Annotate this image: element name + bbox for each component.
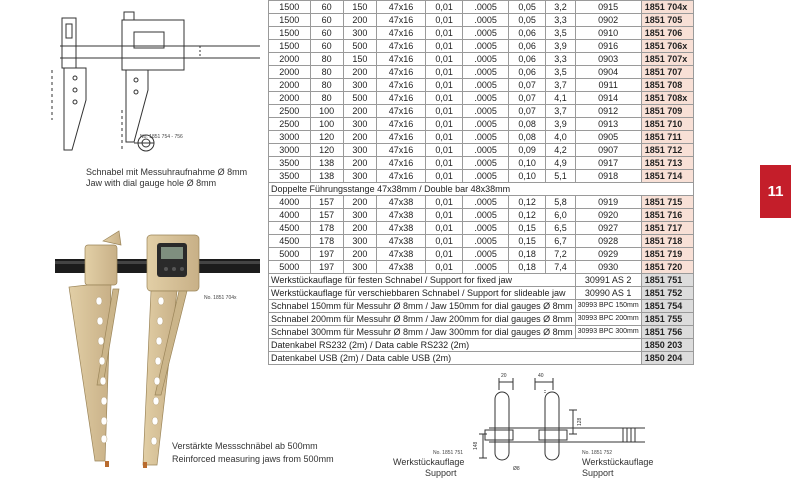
article-number: 1851 705 <box>641 14 693 27</box>
accessory-description: Schnabel 200mm für Messuhr Ø 8mm / Jaw 200mm for dial gauges Ø 8mm <box>269 313 576 326</box>
table-cell: 47x38 <box>376 196 425 209</box>
article-number: 1851 713 <box>641 157 693 170</box>
table-cell: .0005 <box>463 118 509 131</box>
table-cell: .0005 <box>463 53 509 66</box>
table-cell: 0,01 <box>425 248 462 261</box>
table-cell: 0,05 <box>508 1 545 14</box>
support-752-label-en: Support <box>582 468 614 478</box>
table-cell: 100 <box>310 105 343 118</box>
table-row <box>269 1 694 14</box>
table-cell: 0,18 <box>508 248 545 261</box>
article-number: 1851 717 <box>641 222 693 235</box>
table-cell: 200 <box>343 222 376 235</box>
table-cell: 3500 <box>269 170 311 183</box>
table-row <box>269 40 694 53</box>
table-cell: 0,01 <box>425 66 462 79</box>
accessory-description: Schnabel 150mm für Messuhr Ø 8mm / Jaw 150mm for dial gauges Ø 8mm <box>269 300 576 313</box>
table-cell: 0,18 <box>508 261 545 274</box>
table-cell: 0927 <box>575 222 641 235</box>
table-cell: 0,01 <box>425 222 462 235</box>
table-cell: 197 <box>310 248 343 261</box>
table-row <box>269 92 694 105</box>
table-cell: 0,01 <box>425 157 462 170</box>
table-cell: 0910 <box>575 27 641 40</box>
article-number: 1851 716 <box>641 209 693 222</box>
accessory-row <box>269 313 694 326</box>
table-cell: 3500 <box>269 157 311 170</box>
table-cell: 100 <box>310 118 343 131</box>
article-number: 1851 709 <box>641 105 693 118</box>
dim-148: 148 <box>473 441 479 450</box>
table-row <box>269 170 694 183</box>
table-cell: 2000 <box>269 53 311 66</box>
table-cell: 178 <box>310 222 343 235</box>
article-number: 1850 203 <box>641 339 693 352</box>
table-cell: 300 <box>343 27 376 40</box>
table-cell: 47x16 <box>376 144 425 157</box>
dim-dia8: Ø8 <box>513 466 520 472</box>
table-cell: 157 <box>310 209 343 222</box>
dim-20: 20 <box>501 373 507 379</box>
table-row <box>269 196 694 209</box>
table-cell: 60 <box>310 27 343 40</box>
table-body-single-bar <box>269 1 694 183</box>
table-cell: 0905 <box>575 131 641 144</box>
table-cell: 0917 <box>575 157 641 170</box>
table-cell: 150 <box>343 1 376 14</box>
table-cell: 0914 <box>575 92 641 105</box>
table-cell: 0902 <box>575 14 641 27</box>
top-drawing-number: No. 1851 754 - 756 <box>140 134 183 140</box>
table-cell: 0,15 <box>508 222 545 235</box>
article-number: 1851 708 <box>641 79 693 92</box>
accessory-code: 30991 AS 2 <box>575 274 641 287</box>
article-number: 1851 751 <box>641 274 693 287</box>
article-number: 1850 204 <box>641 352 693 365</box>
table-cell: 0,01 <box>425 1 462 14</box>
article-number: 1851 710 <box>641 118 693 131</box>
table-cell: .0005 <box>463 27 509 40</box>
table-cell: 197 <box>310 261 343 274</box>
support-751-number: No. 1851 751 <box>433 450 464 456</box>
table-row <box>269 105 694 118</box>
table-cell: 3,5 <box>546 66 575 79</box>
table-cell: 2500 <box>269 105 311 118</box>
table-row <box>269 79 694 92</box>
bottom-caption-en: Reinforced measuring jaws from 500mm <box>172 454 334 464</box>
table-cell: 200 <box>343 157 376 170</box>
cable-row <box>269 339 694 352</box>
table-cell: 0928 <box>575 235 641 248</box>
table-cell: 3,7 <box>546 105 575 118</box>
table-cell: .0005 <box>463 105 509 118</box>
table-cell: 300 <box>343 118 376 131</box>
table-row <box>269 157 694 170</box>
accessory-code: 30993 BPC 150mm <box>575 300 641 313</box>
table-cell: 3,9 <box>546 118 575 131</box>
table-cell: 4,9 <box>546 157 575 170</box>
table-cell: 1500 <box>269 27 311 40</box>
table-cell: 150 <box>343 53 376 66</box>
table-body-cables <box>269 339 694 365</box>
support-751-label-de: Werkstückauflage <box>393 457 465 467</box>
table-cell: 3000 <box>269 131 311 144</box>
table-cell: 300 <box>343 170 376 183</box>
table-cell: 0,05 <box>508 14 545 27</box>
table-cell: 300 <box>343 235 376 248</box>
table-cell: 3,5 <box>546 27 575 40</box>
table-cell: 2000 <box>269 66 311 79</box>
table-row <box>269 53 694 66</box>
table-cell: 300 <box>343 79 376 92</box>
table-cell: 0,06 <box>508 27 545 40</box>
table-cell: .0005 <box>463 144 509 157</box>
table-cell: 47x16 <box>376 79 425 92</box>
table-body-double-bar-header <box>269 183 694 196</box>
article-number: 1851 714 <box>641 170 693 183</box>
table-cell: 0903 <box>575 53 641 66</box>
top-caption-en: Jaw with dial gauge hole Ø 8mm <box>86 178 217 188</box>
table-cell: 4500 <box>269 235 311 248</box>
table-cell: 0,01 <box>425 14 462 27</box>
table-cell: 0911 <box>575 79 641 92</box>
article-number: 1851 752 <box>641 287 693 300</box>
table-cell: .0005 <box>463 235 509 248</box>
table-cell: 0,01 <box>425 209 462 222</box>
table-cell: 157 <box>310 196 343 209</box>
table-cell: 4,1 <box>546 92 575 105</box>
table-row <box>269 131 694 144</box>
table-cell: 47x16 <box>376 27 425 40</box>
table-cell: 47x16 <box>376 170 425 183</box>
table-cell: 3,7 <box>546 79 575 92</box>
table-cell: 6,5 <box>546 222 575 235</box>
table-cell: 0913 <box>575 118 641 131</box>
table-row <box>269 27 694 40</box>
table-cell: 80 <box>310 92 343 105</box>
table-cell: 0,10 <box>508 157 545 170</box>
article-number: 1851 754 <box>641 300 693 313</box>
table-cell: 80 <box>310 53 343 66</box>
table-cell: 0918 <box>575 170 641 183</box>
table-cell: 3,9 <box>546 40 575 53</box>
table-cell: 4000 <box>269 196 311 209</box>
table-cell: 138 <box>310 170 343 183</box>
accessory-description: Werkstückauflage für verschiebbaren Schnabel / Support for slideable jaw <box>269 287 576 300</box>
table-cell: 4,2 <box>546 144 575 157</box>
table-cell: 47x16 <box>376 157 425 170</box>
table-cell: 0,01 <box>425 144 462 157</box>
table-cell: 4,0 <box>546 131 575 144</box>
table-cell: 0,01 <box>425 118 462 131</box>
table-row <box>269 222 694 235</box>
table-cell: 300 <box>343 144 376 157</box>
table-cell: 0915 <box>575 1 641 14</box>
article-number: 1851 707 <box>641 66 693 79</box>
table-cell: 0,01 <box>425 196 462 209</box>
table-cell: .0005 <box>463 209 509 222</box>
table-cell: 0,06 <box>508 66 545 79</box>
table-cell: 0912 <box>575 105 641 118</box>
article-number: 1851 720 <box>641 261 693 274</box>
accessory-row <box>269 287 694 300</box>
table-row <box>269 261 694 274</box>
table-cell: .0005 <box>463 170 509 183</box>
table-cell: 0,15 <box>508 235 545 248</box>
table-cell: 200 <box>343 14 376 27</box>
table-cell: 178 <box>310 235 343 248</box>
table-cell: 0,01 <box>425 235 462 248</box>
table-cell: 0,01 <box>425 27 462 40</box>
article-number: 1851 715 <box>641 196 693 209</box>
table-cell: 6,0 <box>546 209 575 222</box>
table-body-double-bar <box>269 196 694 274</box>
chapter-tab: 11 <box>760 165 791 218</box>
table-cell: 47x16 <box>376 53 425 66</box>
article-number: 1851 719 <box>641 248 693 261</box>
table-cell: 5,8 <box>546 196 575 209</box>
table-cell: .0005 <box>463 79 509 92</box>
table-row <box>269 144 694 157</box>
table-cell: 0930 <box>575 261 641 274</box>
article-number: 1851 712 <box>641 144 693 157</box>
article-number: 1851 708x <box>641 92 693 105</box>
table-row <box>269 66 694 79</box>
table-row <box>269 14 694 27</box>
table-cell: 0,01 <box>425 261 462 274</box>
table-cell: 0,09 <box>508 144 545 157</box>
table-cell: 0,06 <box>508 53 545 66</box>
accessory-row <box>269 326 694 339</box>
table-cell: 500 <box>343 40 376 53</box>
table-row <box>269 235 694 248</box>
caliper-photo <box>55 225 260 475</box>
table-cell: 500 <box>343 92 376 105</box>
table-cell: 7,2 <box>546 248 575 261</box>
table-cell: 0,01 <box>425 105 462 118</box>
table-body-accessories <box>269 274 694 339</box>
table-cell: 0916 <box>575 40 641 53</box>
support-751-label-en: Support <box>425 468 457 478</box>
table-cell: 47x38 <box>376 209 425 222</box>
table-cell: 120 <box>310 144 343 157</box>
table-cell: 0,08 <box>508 118 545 131</box>
article-number: 1851 756 <box>641 326 693 339</box>
table-cell: 0,07 <box>508 105 545 118</box>
table-cell: 2000 <box>269 92 311 105</box>
table-cell: 3,3 <box>546 14 575 27</box>
table-row <box>269 209 694 222</box>
table-cell: 0904 <box>575 66 641 79</box>
table-cell: 7,4 <box>546 261 575 274</box>
table-cell: .0005 <box>463 131 509 144</box>
bottom-caption-de: Verstärkte Messschnäbel ab 500mm <box>172 441 318 451</box>
table-cell: 47x16 <box>376 118 425 131</box>
table-cell: 80 <box>310 79 343 92</box>
cable-description: Datenkabel USB (2m) / Data cable USB (2m) <box>269 352 642 365</box>
accessory-row <box>269 300 694 313</box>
table-cell: 200 <box>343 196 376 209</box>
table-cell: 0,10 <box>508 170 545 183</box>
table-cell: .0005 <box>463 222 509 235</box>
table-cell: 1500 <box>269 1 311 14</box>
table-cell: .0005 <box>463 1 509 14</box>
table-cell: 80 <box>310 66 343 79</box>
table-cell: 4000 <box>269 209 311 222</box>
table-cell: 200 <box>343 66 376 79</box>
top-caption-de: Schnabel mit Messuhraufnahme Ø 8mm <box>86 167 248 177</box>
table-cell: 3000 <box>269 144 311 157</box>
table-cell: 0907 <box>575 144 641 157</box>
accessory-row <box>269 274 694 287</box>
table-cell: 0920 <box>575 209 641 222</box>
table-cell: 0,01 <box>425 79 462 92</box>
table-cell: 1500 <box>269 14 311 27</box>
table-cell: .0005 <box>463 92 509 105</box>
table-cell: 5000 <box>269 248 311 261</box>
table-cell: 200 <box>343 131 376 144</box>
spec-table <box>268 0 694 365</box>
table-cell: 5000 <box>269 261 311 274</box>
photo-product-number: No. 1851 704x <box>204 295 237 301</box>
table-cell: 0,07 <box>508 92 545 105</box>
table-cell: .0005 <box>463 248 509 261</box>
table-cell: 47x38 <box>376 222 425 235</box>
table-cell: 0,12 <box>508 196 545 209</box>
table-cell: .0005 <box>463 66 509 79</box>
article-number: 1851 755 <box>641 313 693 326</box>
table-cell: 3,2 <box>546 1 575 14</box>
accessory-description: Schnabel 300mm für Messuhr Ø 8mm / Jaw 300mm for dial gauges Ø 8mm <box>269 326 576 339</box>
table-cell: 0919 <box>575 196 641 209</box>
table-cell: 47x16 <box>376 14 425 27</box>
table-cell: 120 <box>310 131 343 144</box>
cable-row <box>269 352 694 365</box>
article-number: 1851 704x <box>641 1 693 14</box>
table-cell: 47x16 <box>376 1 425 14</box>
support-752-label-de: Werkstückauflage <box>582 457 654 467</box>
cable-description: Datenkabel RS232 (2m) / Data cable RS232 (2m) <box>269 339 642 352</box>
table-cell: .0005 <box>463 196 509 209</box>
table-cell: 0,01 <box>425 92 462 105</box>
table-cell: 4500 <box>269 222 311 235</box>
table-cell: 0,07 <box>508 79 545 92</box>
table-cell: 60 <box>310 14 343 27</box>
table-cell: 47x16 <box>376 131 425 144</box>
table-cell: 0,01 <box>425 53 462 66</box>
article-number: 1851 718 <box>641 235 693 248</box>
table-row <box>269 118 694 131</box>
table-cell: 300 <box>343 261 376 274</box>
table-cell: 6,7 <box>546 235 575 248</box>
table-cell: 0,01 <box>425 170 462 183</box>
table-cell: 1500 <box>269 40 311 53</box>
table-row <box>269 248 694 261</box>
article-number: 1851 706x <box>641 40 693 53</box>
table-cell: .0005 <box>463 14 509 27</box>
table-cell: .0005 <box>463 261 509 274</box>
table-cell: 300 <box>343 209 376 222</box>
accessory-code: 30990 AS 1 <box>575 287 641 300</box>
table-cell: 0929 <box>575 248 641 261</box>
table-cell: .0005 <box>463 157 509 170</box>
table-cell: 2500 <box>269 118 311 131</box>
dim-128: 128 <box>577 417 583 426</box>
accessory-description: Werkstückauflage für festen Schnabel / Support for fixed jaw <box>269 274 576 287</box>
table-cell: 47x16 <box>376 66 425 79</box>
table-cell: 60 <box>310 1 343 14</box>
table-cell: .0005 <box>463 40 509 53</box>
article-number: 1851 707x <box>641 53 693 66</box>
accessory-code: 30993 BPC 300mm <box>575 326 641 339</box>
table-cell: 5,1 <box>546 170 575 183</box>
table-cell: 138 <box>310 157 343 170</box>
table-cell: 47x38 <box>376 235 425 248</box>
table-cell: 47x16 <box>376 92 425 105</box>
table-cell: 47x16 <box>376 40 425 53</box>
accessory-code: 30993 BPC 200mm <box>575 313 641 326</box>
double-bar-header: Doppelte Führungsstange 47x38mm / Double bar 48x38mm <box>269 183 694 196</box>
table-cell: 200 <box>343 105 376 118</box>
table-cell: 200 <box>343 248 376 261</box>
table-cell: 0,01 <box>425 40 462 53</box>
table-cell: 3,3 <box>546 53 575 66</box>
table-cell: 47x16 <box>376 105 425 118</box>
table-cell: 2000 <box>269 79 311 92</box>
table-cell: 47x38 <box>376 248 425 261</box>
table-cell: 0,06 <box>508 40 545 53</box>
support-752-number: No. 1851 752 <box>582 450 613 456</box>
dim-40: 40 <box>538 373 544 379</box>
article-number: 1851 711 <box>641 131 693 144</box>
article-number: 1851 706 <box>641 27 693 40</box>
table-cell: 0,12 <box>508 209 545 222</box>
table-cell: 0,08 <box>508 131 545 144</box>
table-cell: 47x38 <box>376 261 425 274</box>
table-cell: 0,01 <box>425 131 462 144</box>
table-cell: 60 <box>310 40 343 53</box>
